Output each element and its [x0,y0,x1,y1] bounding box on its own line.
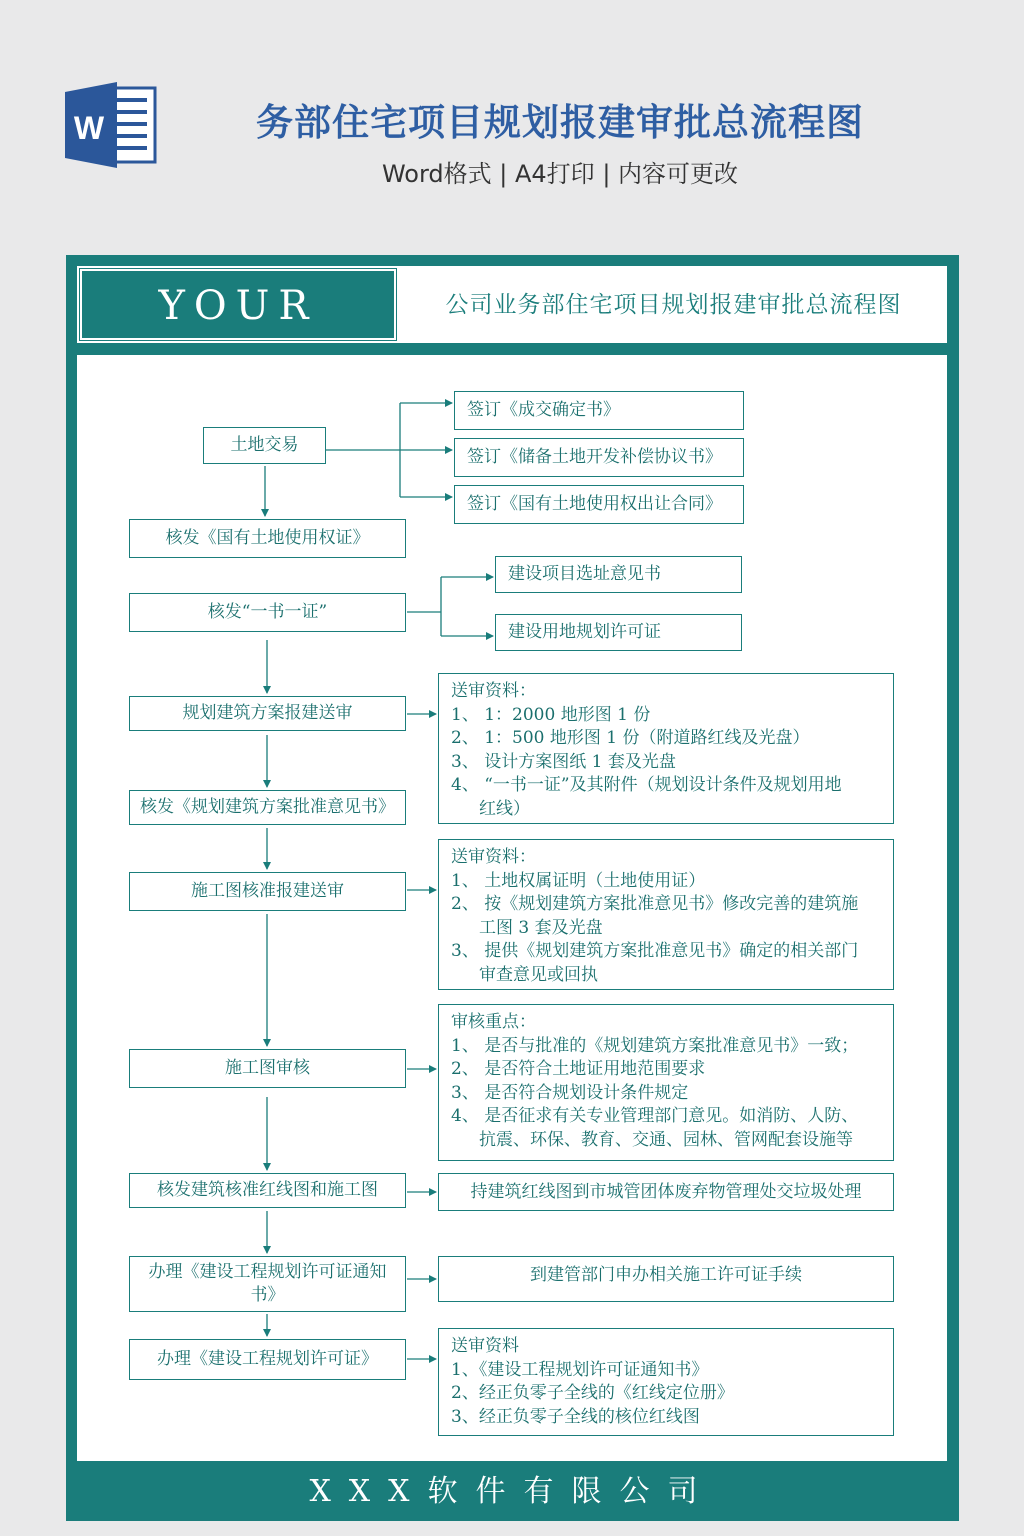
flow-step-permit-notice: 办理《建设工程规划许可证通知书》 [129,1256,406,1312]
note-line: 红线） [479,798,530,819]
note-permit-materials [438,1328,894,1436]
note-construction-materials [438,839,894,990]
word-icon-letter: W [73,110,105,146]
flow-step-land-transaction: 土地交易 [203,427,326,464]
note-line: 3、 设计方案图纸 1 套及光盘 [451,751,676,772]
flow-step-plan-approval: 核发《规划建筑方案批准意见书》 [129,790,406,825]
flow-step-construction-review: 施工图审核 [129,1049,406,1088]
flow-step-sign-compensation: 签订《储备土地开发补偿协议书》 [454,438,744,477]
page-subtitle: Word格式 | A4打印 | 内容可更改 [381,160,739,188]
note-line: 3、 是否符合规划设计条件规定 [451,1082,689,1103]
note-plan-materials [438,673,894,824]
note-line: 送审资料： [451,847,536,867]
note-line: 2、 1：500 地形图 1 份（附道路红线及光盘） [451,728,810,748]
note-line: 送审资料： [451,681,536,701]
note-line: 3、经正负零子全线的核位红线图 [451,1406,700,1427]
flow-step-redline-issue: 核发建筑核准红线图和施工图 [129,1173,406,1208]
note-line: 4、 “一书一证”及其附件（规划设计条件及规划用地 [451,775,842,795]
flow-step-site-opinion: 建设项目选址意见书 [495,556,742,593]
page-title: 务部住宅项目规划报建审批总流程图 [256,101,864,144]
note-line: 审查意见或回执 [479,964,598,985]
flow-step-sign-confirmation: 签订《成交确定书》 [454,391,744,430]
note-line: 1、 是否与批准的《规划建筑方案批准意见书》一致； [451,1035,859,1056]
note-line: 4、 是否征求有关专业管理部门意见。如消防、人防、 [451,1106,859,1126]
note-line: 2、 是否符合土地证用地范围要求 [451,1059,706,1079]
company-footer: XXX软件有限公司 [309,1474,716,1509]
flow-step-one-book-one-cert: 核发“一书一证” [129,593,406,632]
note-waste-disposal: 持建筑红线图到市城管团体废弃物管理处交垃圾处理 [438,1173,894,1211]
note-review-focus [438,1004,894,1161]
note-line: 3、 提供《规划建筑方案批准意见书》确定的相关部门 [451,941,859,961]
note-line: 抗震、环保、教育、交通、园林、管网配套设施等 [479,1129,853,1150]
flow-step-plan-submit: 规划建筑方案报建送审 [129,696,406,731]
note-line: 1、 1：2000 地形图 1 份 [451,704,651,725]
document-title: 公司业务部住宅项目规划报建审批总流程图 [445,292,902,318]
flow-step-sign-land-contract: 签订《国有土地使用权出让合同》 [454,485,744,524]
flow-step-land-plan-permit: 建设用地规划许可证 [495,614,742,651]
note-line: 1、 土地权属证明（土地使用证） [451,870,706,891]
flow-step-planning-permit: 办理《建设工程规划许可证》 [129,1339,406,1380]
flow-step-land-certificate: 核发《国有土地使用权证》 [129,519,406,558]
note-line: 工图 3 套及光盘 [479,917,603,938]
flow-step-construction-submit: 施工图核准报建送审 [129,872,406,911]
note-line: 2、 按《规划建筑方案批准意见书》修改完善的建筑施 [451,894,859,914]
note-line: 审核重点： [451,1012,536,1032]
logo: YOUR [80,269,396,340]
note-line: 送审资料 [451,1336,519,1356]
note-line: 1、《建设工程规划许可证通知书》 [451,1359,709,1380]
note-construction-permit: 到建管部门申办相关施工许可证手续 [438,1256,894,1302]
note-line: 2、经正负零子全线的《红线定位册》 [451,1383,734,1403]
